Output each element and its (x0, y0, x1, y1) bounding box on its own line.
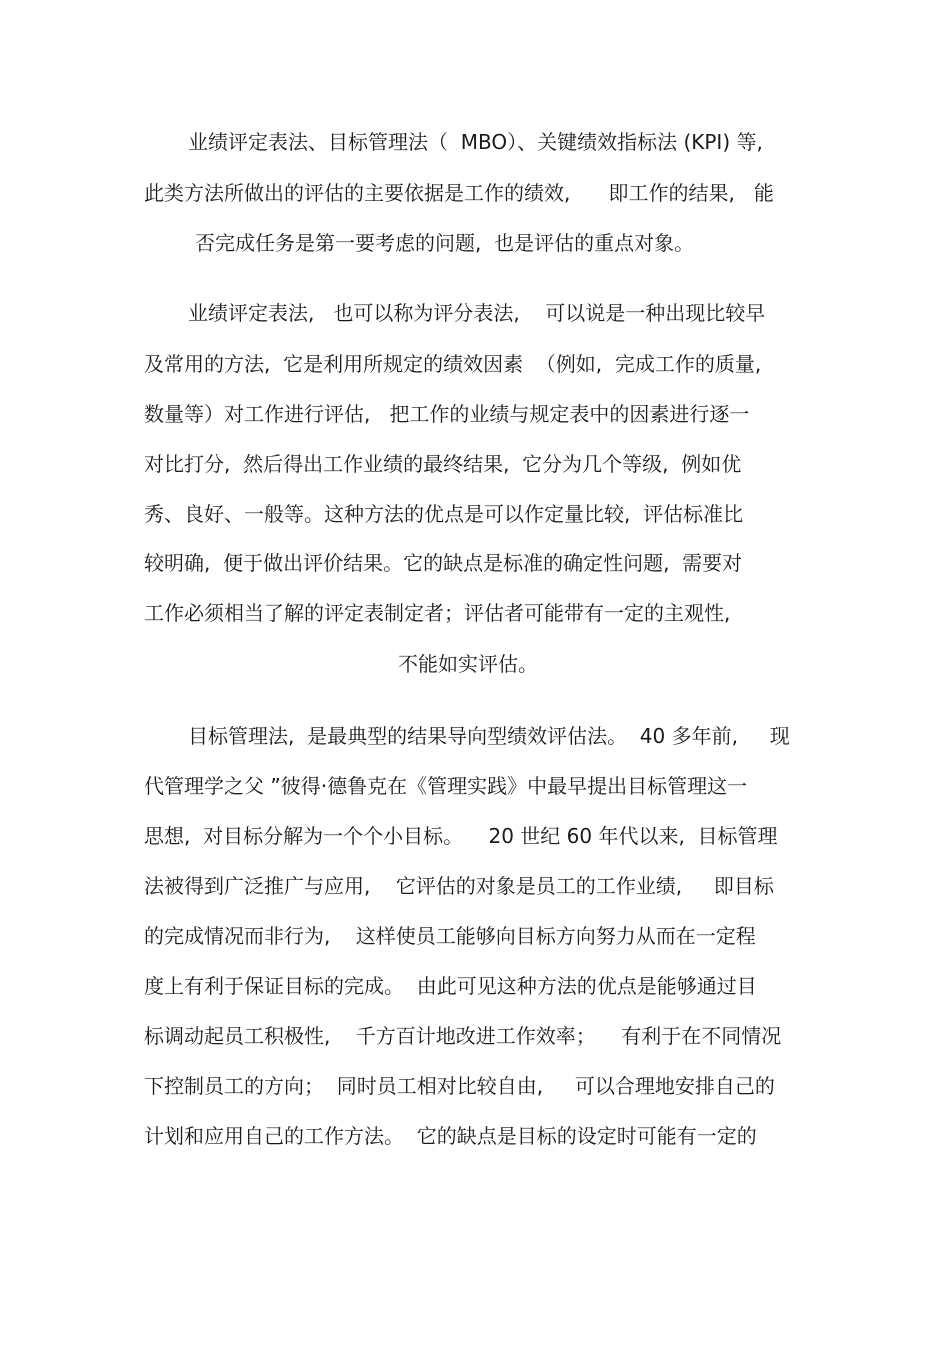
paragraph-3-line-5: 的完成情况而非行为, 这样使员工能够向目标方向努力从而在一定程 (144, 924, 756, 948)
paragraph-1-line-3: 否完成任务是第一要考虑的问题, 也是评估的重点对象。 (195, 231, 695, 255)
paragraph-3-line-2: 代管理学之父 ”彼得·德鲁克在《管理实践》中最早提出目标管理这一 (144, 774, 748, 798)
paragraph-2-line-3: 数量等）对工作进行评估, 把工作的业绩与规定表中的因素进行逐一 (144, 402, 750, 426)
paragraph-3-line-3: 思想, 对目标分解为一个个小目标。 20 世纪 60 年代以来, 目标管理 (144, 824, 778, 848)
paragraph-3-line-8: 下控制员工的方向； 同时员工相对比较自由, 可以合理地安排自己的 (144, 1074, 775, 1098)
paragraph-2-line-4: 对比打分, 然后得出工作业绩的最终结果, 它分为几个等级, 例如优 (144, 452, 742, 476)
paragraph-3-line-1: 目标管理法, 是最典型的结果导向型绩效评估法。 40 多年前, 现 (188, 724, 790, 748)
paragraph-3-line-9: 计划和应用自己的工作方法。 它的缺点是目标的设定时可能有一定的 (144, 1124, 757, 1148)
paragraph-2-line-8: 不能如实评估。 (398, 652, 538, 676)
paragraph-3-line-7: 标调动起员工积极性, 千方百计地改进工作效率； 有利于在不同情况 (144, 1024, 782, 1048)
paragraph-3-line-4: 法被得到广泛推广与应用, 它评估的对象是员工的工作业绩, 即目标 (144, 874, 774, 898)
paragraph-2-line-7: 工作必须相当了解的评定表制定者；评估者可能带有一定的主观性, (144, 601, 731, 625)
paragraph-3-line-6: 度上有利于保证目标的完成。 由此可见这种方法的优点是能够通过目 (144, 974, 757, 998)
paragraph-2-line-2: 及常用的方法, 它是利用所规定的绩效因素 （例如, 完成工作的质量, (144, 352, 762, 376)
paragraph-2-line-1: 业绩评定表法, 也可以称为评分表法, 可以说是一种出现比较早 (188, 301, 766, 325)
paragraph-1-line-1: 业绩评定表法、目标管理法（ MBO）、关键绩效指标法 (KPI) 等, (188, 130, 763, 154)
paragraph-2-line-6: 较明确, 便于做出评价结果。它的缺点是标准的确定性问题, 需要对 (144, 551, 743, 575)
paragraph-2-line-5: 秀、良好、一般等。这种方法的优点是可以作定量比较, 评估标准比 (144, 502, 744, 526)
paragraph-1-line-2: 此类方法所做出的评估的主要依据是工作的绩效, 即工作的结果, 能 (144, 181, 774, 205)
